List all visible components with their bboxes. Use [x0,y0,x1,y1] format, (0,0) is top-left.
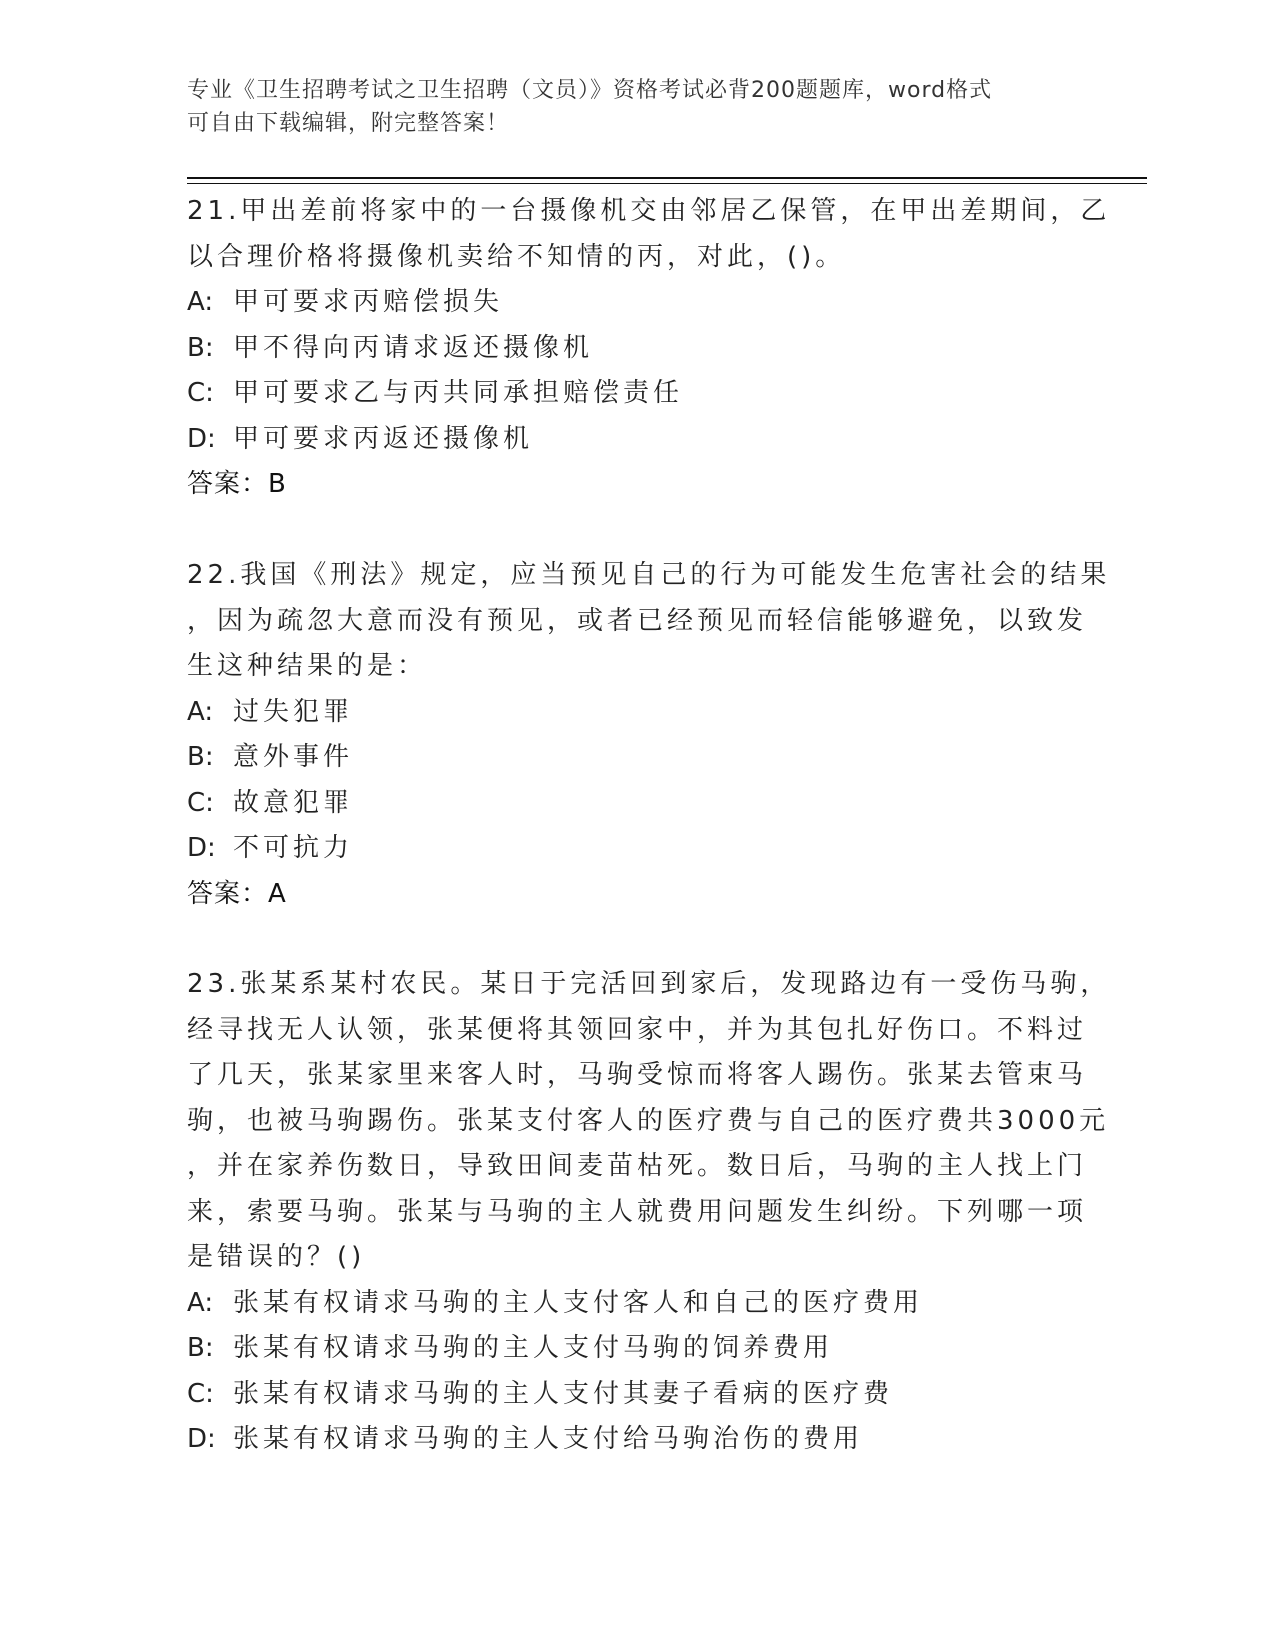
option-label: D: [187,1424,216,1454]
option-label: A: [187,287,214,317]
header-line-1: 专业《卫生招聘考试之卫生招聘（文员）》资格考试必背200题题库，word格式 [187,78,993,103]
answer-line: 答案：A [187,878,287,909]
option-label: C: [187,378,214,408]
question-stem-line: 驹，也被马驹踢伤。张某支付客人的医疗费与自己的医疗费共3000元 [187,1105,1110,1136]
question-stem-line: 生这种结果的是： [187,651,428,681]
question-stem-line: 22.我国《刑法》规定，应当预见自己的行为可能发生危害社会的结果 [187,560,1111,590]
option-text: 故意犯罪 [233,787,354,818]
option-label: D: [187,423,216,454]
option-b [187,1326,1087,1372]
option-label: B: [187,1333,214,1363]
question-stem-line: ，因为疏忽大意而没有预见，或者已经预见而轻信能够避免，以致发 [187,605,1088,636]
question-23 [187,962,1111,1463]
option-c [187,1372,1087,1418]
option-label: D: [187,833,216,863]
question-stem-line: 了几天，张某家里来客人时，马驹受惊而将客人踢伤。张某去管束马 [187,1060,1088,1090]
option-a [187,280,1087,326]
header-divider-thin [187,183,1147,184]
question-stem-line: 来，索要马驹。张某与马驹的主人就费用问题发生纠纷。下列哪一项 [187,1196,1088,1227]
option-text: 张某有权请求马驹的主人支付其妻子看病的医疗费 [233,1378,894,1409]
option-a [187,690,1087,736]
option-a [187,1281,1087,1327]
question-22 [187,553,1111,917]
question-stem-line: ，并在家养伤数日，导致田间麦苗枯死。数日后，马驹的主人找上门 [187,1151,1088,1181]
option-label: C: [187,787,214,818]
document-header [187,74,1067,140]
option-label: C: [187,1378,214,1409]
option-label: B: [187,742,214,772]
option-c [187,781,1087,827]
option-text: 意外事件 [233,742,354,772]
option-text: 张某有权请求马驹的主人支付马驹的饲养费用 [233,1333,834,1363]
option-text: 甲可要求乙与丙共同承担赔偿责任 [233,378,684,408]
option-d [187,417,1087,463]
option-text: 甲可要求丙返还摄像机 [233,423,534,454]
option-label: A: [187,1287,214,1318]
question-stem-line: 经寻找无人认领，张某便将其领回家中，并为其包扎好伤口。不料过 [187,1014,1088,1045]
option-text: 不可抗力 [233,833,354,863]
option-text: 张某有权请求马驹的主人支付给马驹治伤的费用 [233,1424,864,1454]
option-label: B: [187,332,214,363]
option-text: 甲可要求丙赔偿损失 [233,287,504,317]
option-text: 张某有权请求马驹的主人支付客人和自己的医疗费用 [233,1287,924,1318]
option-text: 过失犯罪 [233,696,354,727]
question-stem-line: 21.甲出差前将家中的一台摄像机交由邻居乙保管，在甲出差期间，乙 [187,196,1111,226]
question-21 [187,189,1111,508]
header-line-2: 可自由下载编辑，附完整答案！ [187,111,510,136]
answer-line: 答案：B [187,469,287,499]
option-label: A: [187,696,214,727]
option-d [187,826,1087,872]
question-stem-line: 以合理价格将摄像机卖给不知情的丙，对此，()。 [187,241,846,272]
question-stem-line: 23.张某系某村农民。某日于完活回到家后，发现路边有一受伤马驹， [187,969,1111,999]
option-b [187,735,1087,781]
option-d [187,1417,1087,1463]
option-b [187,326,1087,372]
option-text: 甲不得向丙请求返还摄像机 [233,332,594,363]
question-stem-line: 是错误的？() [187,1242,366,1272]
header-divider-thick [187,177,1147,179]
option-c [187,371,1087,417]
